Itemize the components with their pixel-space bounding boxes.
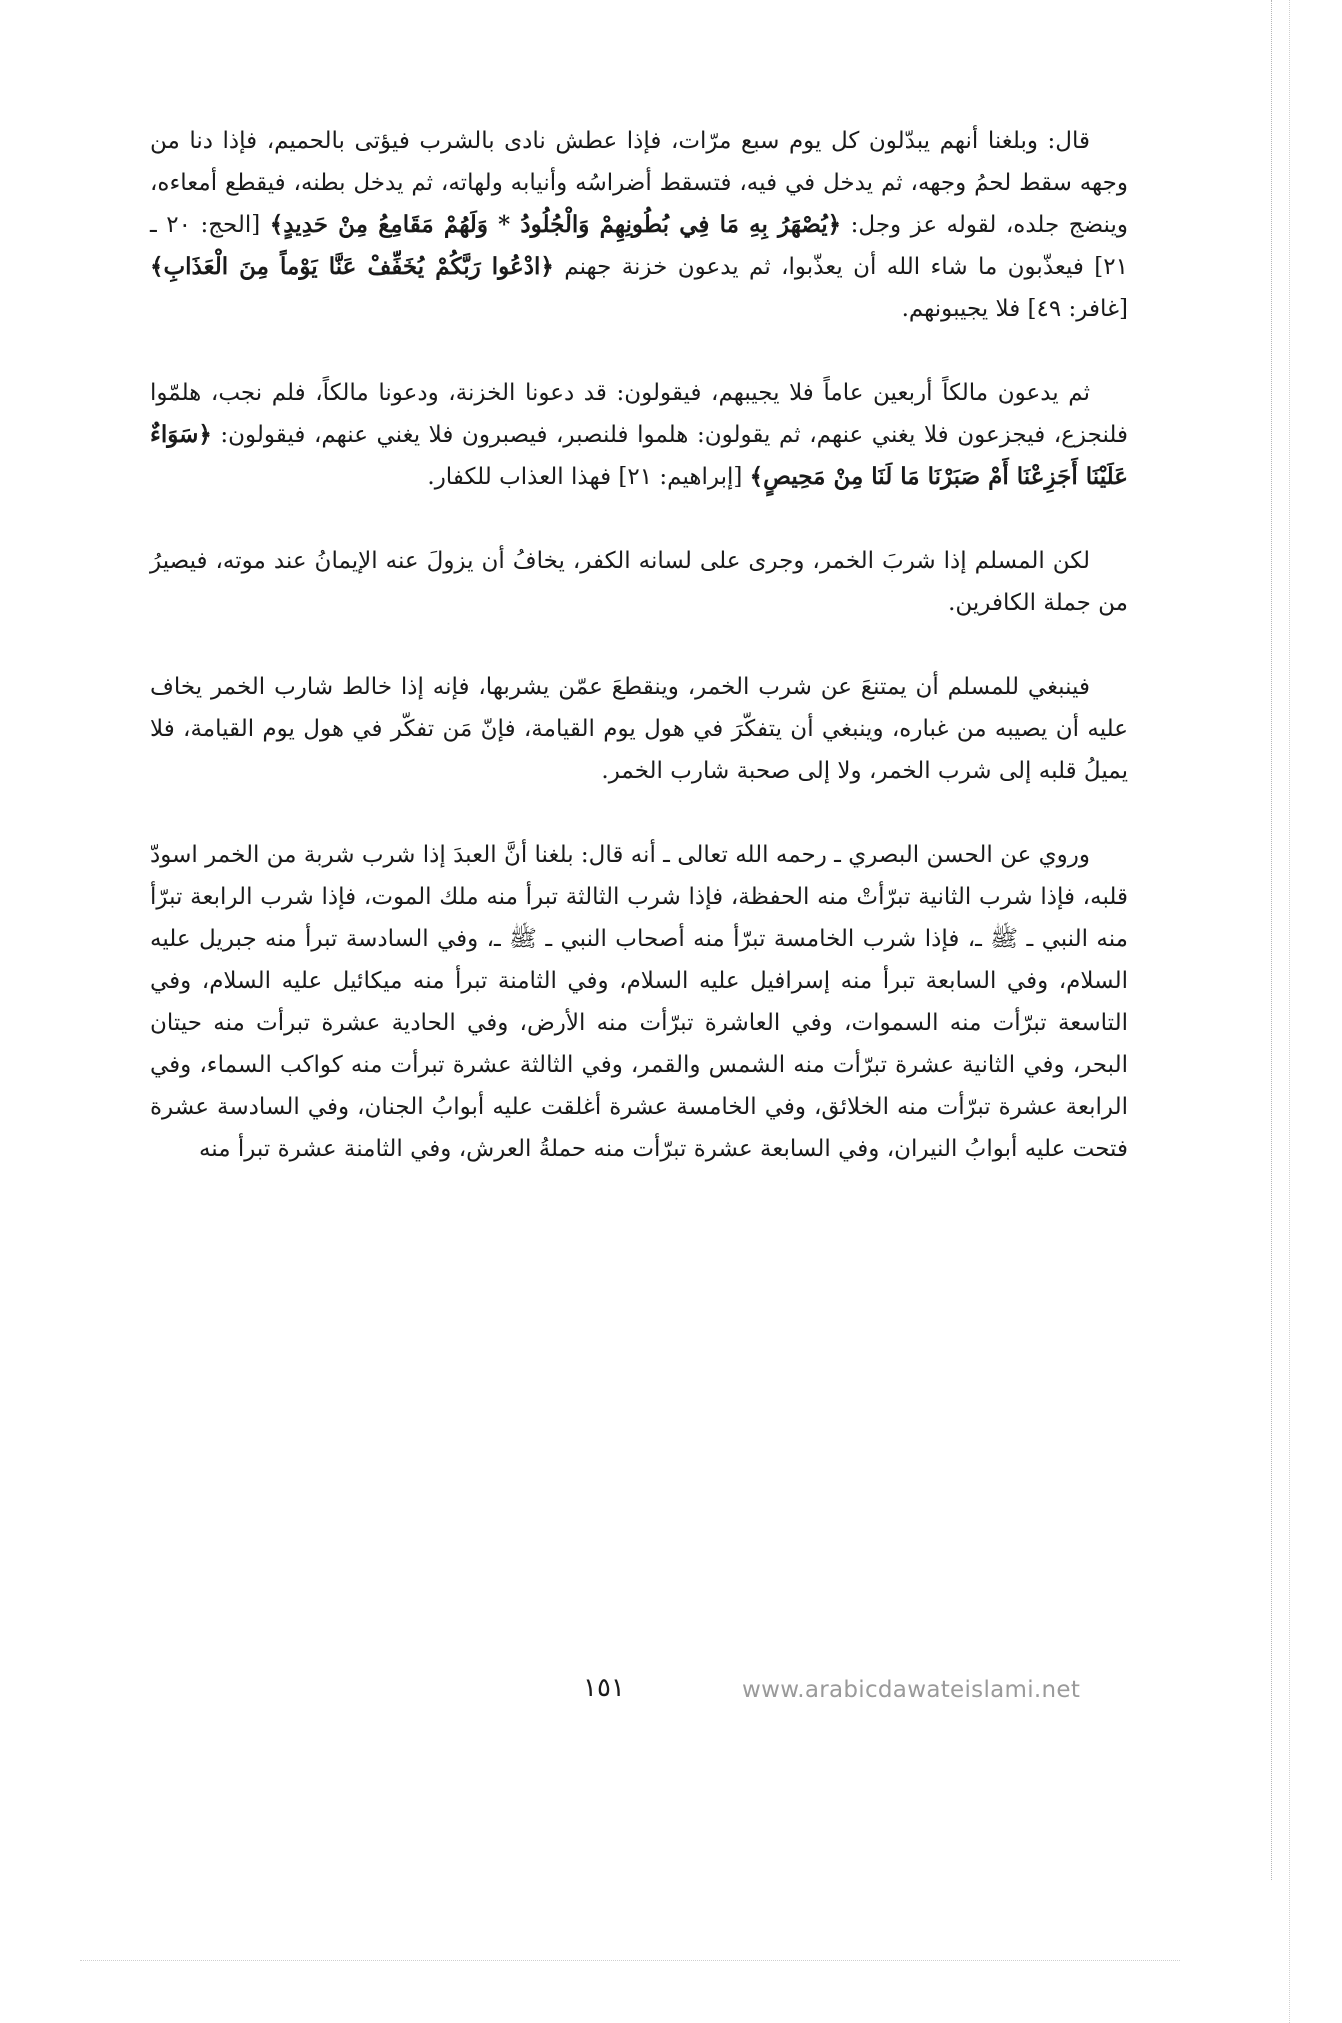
paragraph-3: لكن المسلم إذا شربَ الخمر، وجرى على لسانه الكفر، يخافُ أن يزولَ عنه الإيمانُ عند موته، فيصيرُ من جملة الكافرين. [150, 548, 1128, 616]
paragraph-1-text-c: [غافر: ٤٩] فلا يجيبونهم. [901, 296, 1128, 322]
bottom-scan-dots [80, 1960, 1180, 1961]
paragraph-2-text-b: [إبراهيم: ٢١] فهذا العذاب للكفار. [427, 464, 750, 490]
page-edge-line [1271, 0, 1272, 1880]
body-text [150, 120, 1128, 1212]
page-number: ١٥١ [583, 1673, 625, 1703]
paragraph-5: وروي عن الحسن البصري ـ رحمه الله تعالى ـ أنه قال: بلغنا أنَّ العبدَ إذا شرب شربة من الخمر اسودّ قلبه، فإذا شرب الثانية تبرّأتْ منه الحفظة، فإذا شرب الثالثة تبرأ منه ملك الموت، فإذا شرب الرابعة تبرّأ منه النبي ـ ﷺ ـ، فإذا شرب الخامسة تبرّأ منه أصحاب النبي ـ ﷺ ـ، وفي السادسة تبرأ منه جبريل عليه السلام، وفي السابعة تبرأ منه إسرافيل عليه السلام، وفي الثامنة تبرأ منه ميكائيل عليه السلام، وفي التاسعة تبرّأت منه السموات، وفي العاشرة تبرّأت منه الأرض، وفي الحادية عشرة تبرأت منه حيتان البحر، وفي الثانية عشرة تبرّأت منه الشمس والقمر، وفي الثالثة عشرة تبرأت منه كواكب السماء، وفي الرابعة عشرة تبرّأت منه الخلائق، وفي الخامسة عشرة أغلقت عليه أبوابُ الجنان، وفي السادسة عشرة فتحت عليه أبوابُ النيران، وفي السابعة عشرة تبرّأت منه حملةُ العرش، وفي الثامنة عشرة تبرأ منه [150, 842, 1128, 1162]
quran-quote-ghafir: ﴿ادْعُوا رَبَّكُمْ يُخَفِّفْ عَنَّا يَوْماً مِنَ الْعَذَابِ﴾ [150, 253, 554, 280]
paragraph-2-text-a: ثم يدعون مالكاً أربعين عاماً فلا يجيبهم، فيقولون: قد دعونا الخزنة، ودعونا مالكاً، فلم نجب، هلمّوا فلنجزع، فيجزعون فلا يغني عنهم، ثم يقولون: هلموا فلنصبر، فيصبرون فلا يغني عنهم، فيقولون: [150, 380, 1128, 448]
page-edge-line-outer [1289, 0, 1290, 2023]
paragraph-1-text-b: [الحج: ٢٠ ـ ٢١] فيعذّبون ما شاء الله أن يعذّبوا، ثم يدعون خزنة جهنم [150, 212, 1128, 280]
paragraph-1-text-a: قال: وبلغنا أنهم يبدّلون كل يوم سبع مرّات، فإذا عطش نادى بالشرب فيؤتى بالحميم، فإذا دنا من وجهه سقط لحمُ وجهه، ثم يدخل في فيه، فتسقط أضراسُه وأنيابه ولهاته، ثم يدخل بطنه، فيقطع أمعاءه، وينضج جلده، لقوله عز وجل: [150, 128, 1128, 238]
paragraph-2 [150, 372, 1128, 498]
website-watermark: www.arabicdawateislami.net [742, 1677, 1081, 1703]
quran-quote-ibrahim: ﴿سَوَاءٌ عَلَيْنَا أَجَزِعْنَا أَمْ صَبَرْنَا مَا لَنَا مِنْ مَحِيصٍ﴾ [150, 421, 1128, 490]
paragraph-1 [150, 120, 1128, 330]
page-footer [0, 1673, 1342, 1713]
quran-quote-hajj: ﴿يُصْهَرُ بِهِ مَا فِي بُطُونِهِمْ وَالْجُلُودُ * وَلَهُمْ مَقَامِعُ مِنْ حَدِيدٍ﴾ [269, 211, 842, 238]
paragraph-4: فينبغي للمسلم أن يمتنعَ عن شرب الخمر، وينقطعَ عمّن يشربها، فإنه إذا خالط شارب الخمر يخاف عليه أن يصيبه من غباره، وينبغي أن يتفكّرَ في هول يوم القيامة، فإنّ مَن تفكّر في هول يوم القيامة، فلا يميلُ قلبه إلى شرب الخمر، ولا إلى صحبة شارب الخمر. [150, 674, 1128, 784]
